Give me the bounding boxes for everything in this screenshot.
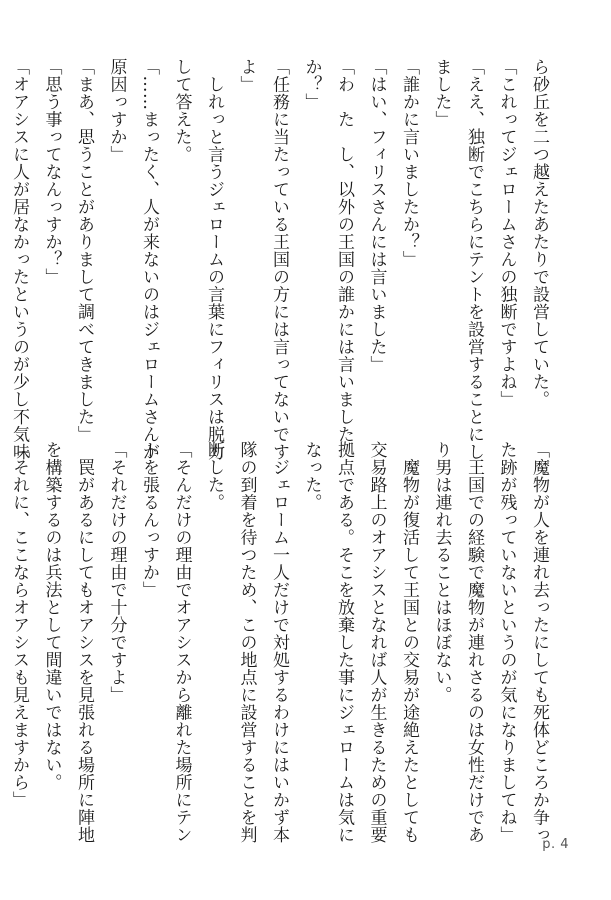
text-line: なった。 [301,441,322,511]
text-line: り男は連れ去ることはほぼない。 [431,441,452,704]
text-line: ジェローム一人だけで対処するわけにはいかず本 [269,441,289,844]
text-line: 拠点である。そこを放棄した事にジェロームは気に [334,441,354,844]
text-line: 「……まったく、人が来ないのはジェロームさんが [139,58,159,461]
text-line: トを張るんっすか」 [139,441,159,599]
text-block-upper [9,58,555,461]
text-line: 「魔物が人を連れ去ったにしても死体どころか争っ [529,441,549,844]
text-line: 「わ た し、以外の王国の誰かには言いました [334,58,354,443]
text-line: しれっと言うジェロームの言葉にフィリスは脱力 [204,58,224,461]
text-line: た跡が残っていないというのが気になりましてね」 [496,441,517,844]
text-block-lower [9,441,555,844]
text-line: 「誰かに言いましたか？」 [399,58,419,268]
text-line: 断した。 [204,441,224,511]
text-line: を構築するのは兵法として間違いではない。 [41,441,62,791]
text-line: 王国での経験で魔物が連れさるのは女性だけであ [464,441,484,844]
text-line: 原因っすか」 [106,58,127,163]
text-line: 「まあ、思うことがありまして調べてきました」 [74,58,94,443]
text-line: 隊の到着を待つため、この地点に設営することを判 [236,441,257,844]
text-line: 「オアシスに人が居なかったというのが少し不気味 [9,58,29,461]
text-line: 「これってジェロームさんの独断ですよね」 [496,58,517,408]
text-line: 罠があるにしてもオアシスを見張れる場所に陣地 [74,441,94,844]
text-line: 「ええ、独断でこちらにテントを設営することにし [464,58,484,461]
text-line: 「それに、ここならオアシスも見えますから」 [9,441,29,809]
text-line: 「任務に当たっている王国の方には言ってないです [269,58,289,461]
text-line: 「はい、フィリスさんには言いました」 [366,58,387,373]
text-line: 「それだけの理由で十分ですよ」 [106,441,127,704]
text-line: 「そんだけの理由でオアシスから離れた場所にテン [171,441,192,844]
text-line: ら砂丘を二つ越えたあたりで設営していた。 [529,58,549,408]
text-line: ました」 [431,58,452,128]
text-line: よ」 [236,58,257,93]
text-line: 交易路上のオアシスとなれば人が生きるための重要 [366,441,387,844]
page-number: p. 4 [542,837,569,852]
text-line: 「思う事ってなんっすか？」 [41,58,62,286]
text-line: か？」 [301,58,322,111]
text-line: して答えた。 [171,58,192,163]
text-line: 魔物が復活して王国との交易が途絶えたとしても [399,441,419,844]
